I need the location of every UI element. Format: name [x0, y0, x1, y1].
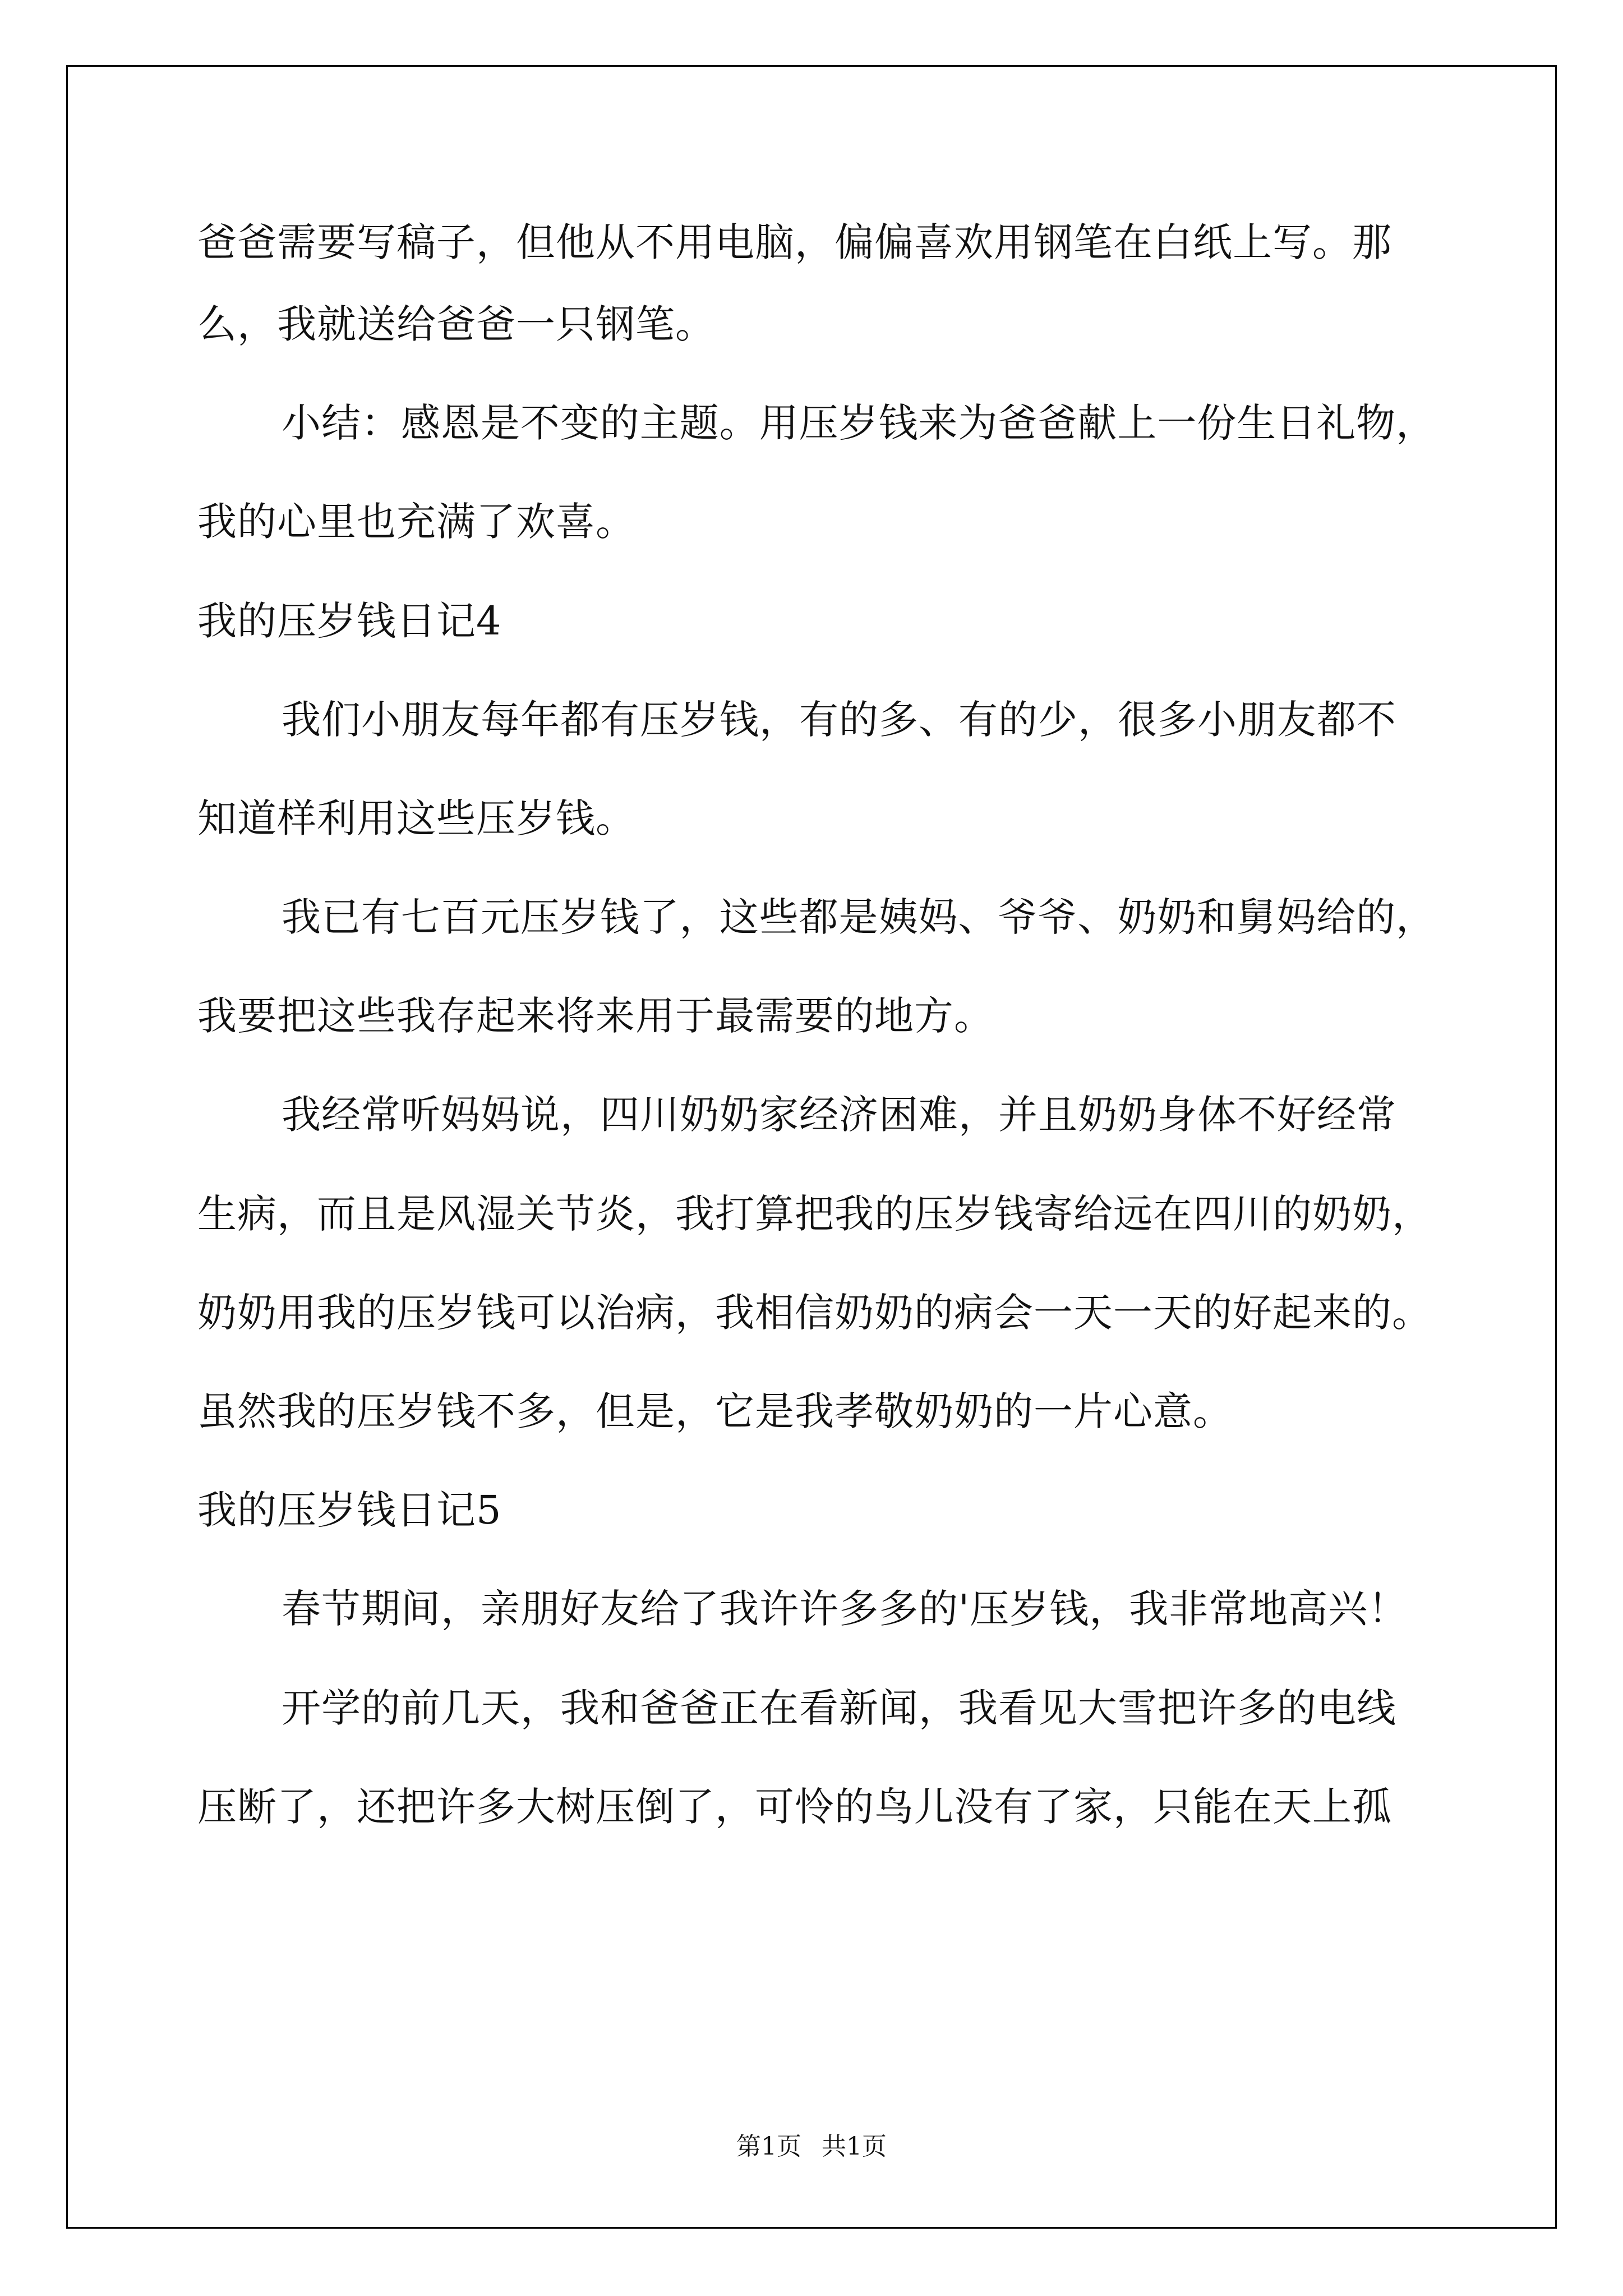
text-line: 小结：感恩是不变的主题。用压岁钱来为爸爸献上一份生日礼物， — [282, 400, 1436, 446]
page-number: 第1页 — [736, 2132, 801, 2161]
text-line: 我经常听妈妈说，四川奶奶家经济困难，并且奶奶身体不好经常 — [282, 1092, 1396, 1138]
text-line: 我们小朋友每年都有压岁钱，有的多、有的少，很多小朋友都不 — [282, 697, 1396, 743]
page-total: 共1页 — [822, 2132, 887, 2161]
text-line: 生病，而且是风湿关节炎，我打算把我的压岁钱寄给远在四川的奶奶， — [197, 1191, 1432, 1237]
text-line: 奶奶用我的压岁钱可以治病，我相信奶奶的病会一天一天的好起来的。 — [197, 1290, 1432, 1336]
section-heading: 我的压岁钱日记4 — [197, 598, 502, 644]
text-line: 压断了，还把许多大树压倒了，可怜的鸟儿没有了家，只能在天上孤 — [197, 1784, 1392, 1830]
text-line: 我已有七百元压岁钱了，这些都是姨妈、爷爷、奶奶和舅妈给的， — [282, 894, 1436, 940]
text-line: 知道样利用这些压岁钱。 — [197, 795, 635, 841]
text-line: 春节期间，亲朋好友给了我许许多多的'压岁钱，我非常地高兴！ — [282, 1586, 1408, 1632]
page-footer — [0, 2130, 1623, 2164]
text-line: 我要把这些我存起来将来用于最需要的地方。 — [197, 993, 994, 1039]
text-line: 开学的前几天，我和爸爸正在看新闻，我看见大雪把许多的电线 — [282, 1685, 1396, 1731]
page-border — [66, 65, 1557, 2229]
text-line: 我的心里也充满了欢喜。 — [197, 499, 635, 545]
section-heading: 我的压岁钱日记5 — [197, 1487, 502, 1533]
text-line: 么，我就送给爸爸一只钢笔。 — [197, 301, 715, 347]
text-line: 爸爸需要写稿子，但他从不用电脑，偏偏喜欢用钢笔在白纸上写。那 — [197, 219, 1392, 265]
text-line: 虽然我的压岁钱不多，但是，它是我孝敬奶奶的一片心意。 — [197, 1388, 1233, 1434]
